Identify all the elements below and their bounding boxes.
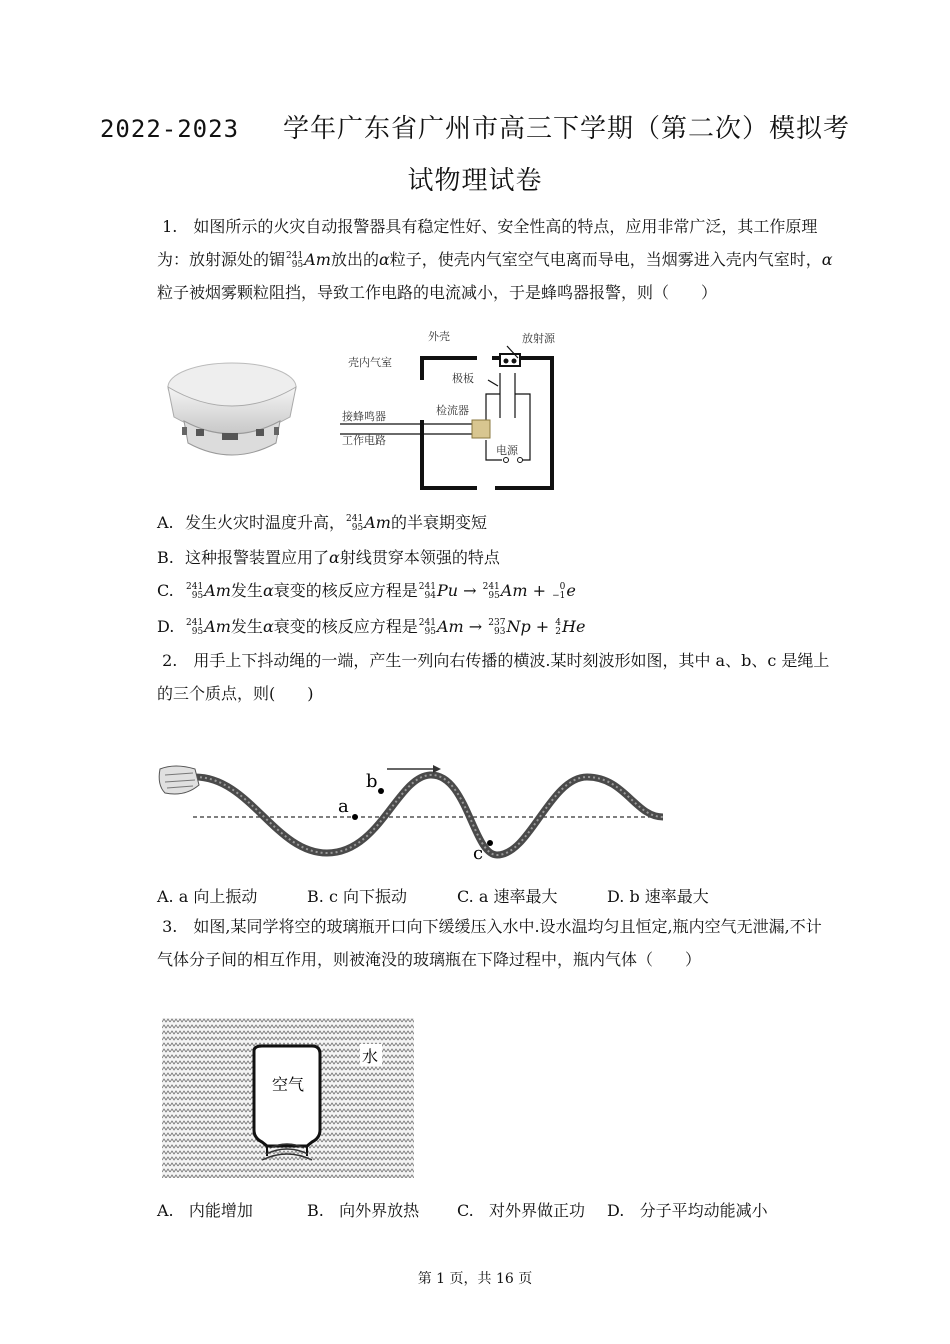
label-circuit: 工作电路 [342, 434, 386, 447]
q2-option-b[interactable]: B. c 向下振动 [307, 887, 407, 906]
q1-option-d[interactable]: D. 241 95Am发生α衰变的核反应方程是241 95Am → 237 93Np + 4 2He [157, 617, 586, 637]
q3-option-c[interactable]: C. 对外界做正功 [457, 1201, 586, 1220]
page-footer: 第 1 页，共 16 页 [417, 1271, 533, 1287]
q3-options [157, 1198, 768, 1221]
q2-option-c[interactable]: C. a 速率最大 [457, 887, 558, 906]
q2-option-a[interactable]: A. a 向上振动 [157, 887, 258, 906]
air-label: 空气 [272, 1075, 305, 1094]
nuclide-sup-sub: 241 95 [286, 250, 304, 270]
q2-option-d[interactable]: D. b 速率最大 [607, 887, 709, 906]
q2-options [157, 884, 709, 907]
point-b-label: b [366, 771, 378, 792]
question-1-stem: 1. 如图所示的火灾自动报警器具有稳定性好、安全性高的特点，应用非常广泛，其工作原理为：放射源处的镅241 95Am放出的α粒子，使壳内气室空气电离而导电，当烟雾进入壳内气室时，α粒子被烟雾颗粒阻挡，导致工作电路的电流减小，于是蜂鸣器报警，则（ ） [157, 217, 833, 302]
page-title-line1: 2022-2023 学年广东省广州市高三下学期（第二次）模拟考 [99, 114, 851, 144]
point-c-label: c [473, 843, 484, 864]
point-a-label: a [338, 796, 349, 817]
question-2-stem: 2. 用手上下抖动绳的一端，产生一列向右传播的横波.某时刻波形如图，其中 a、b、c 是绳上的三个质点，则( ) [157, 651, 830, 703]
label-plate: 极板 [452, 372, 474, 385]
detector-circuit-diagram [340, 328, 570, 498]
label-buzzer: 接蜂鸣器 [342, 410, 386, 423]
question-3-stem: 3. 如图,某同学将空的玻璃瓶开口向下缓缓压入水中.设水温均匀且恒定,瓶内空气无泄漏,不计气体分子间的相互作用，则被淹没的玻璃瓶在下降过程中，瓶内气体（ ） [157, 917, 822, 969]
smoke-detector-image [162, 355, 302, 465]
label-shell: 外壳 [428, 330, 450, 343]
page-title-line2: 试物理试卷 [407, 166, 543, 196]
rope-wave-diagram [155, 755, 670, 870]
q1-option-c[interactable]: C. 241 95Am发生α衰变的核反应方程是241 94Pu → 241 95Am + 0 −1e [157, 581, 576, 601]
q3-option-d[interactable]: D. 分子平均动能减小 [607, 1201, 768, 1220]
label-power: 电源 [496, 444, 518, 457]
bottle-in-water-diagram [162, 1018, 414, 1180]
q3-option-a[interactable]: A. 内能增加 [157, 1201, 253, 1220]
q1-option-a[interactable]: A. 发生火灾时温度升高，241 95Am的半衰期变短 [157, 513, 487, 533]
label-detector: 检流器 [436, 404, 469, 417]
label-source: 放射源 [522, 332, 555, 345]
q3-option-b[interactable]: B. 向外界放热 [307, 1201, 420, 1220]
q1-option-b[interactable]: B. 这种报警装置应用了α射线贯穿本领强的特点 [157, 548, 500, 567]
label-chamber: 壳内气室 [348, 356, 392, 369]
water-label: 水 [362, 1047, 379, 1066]
